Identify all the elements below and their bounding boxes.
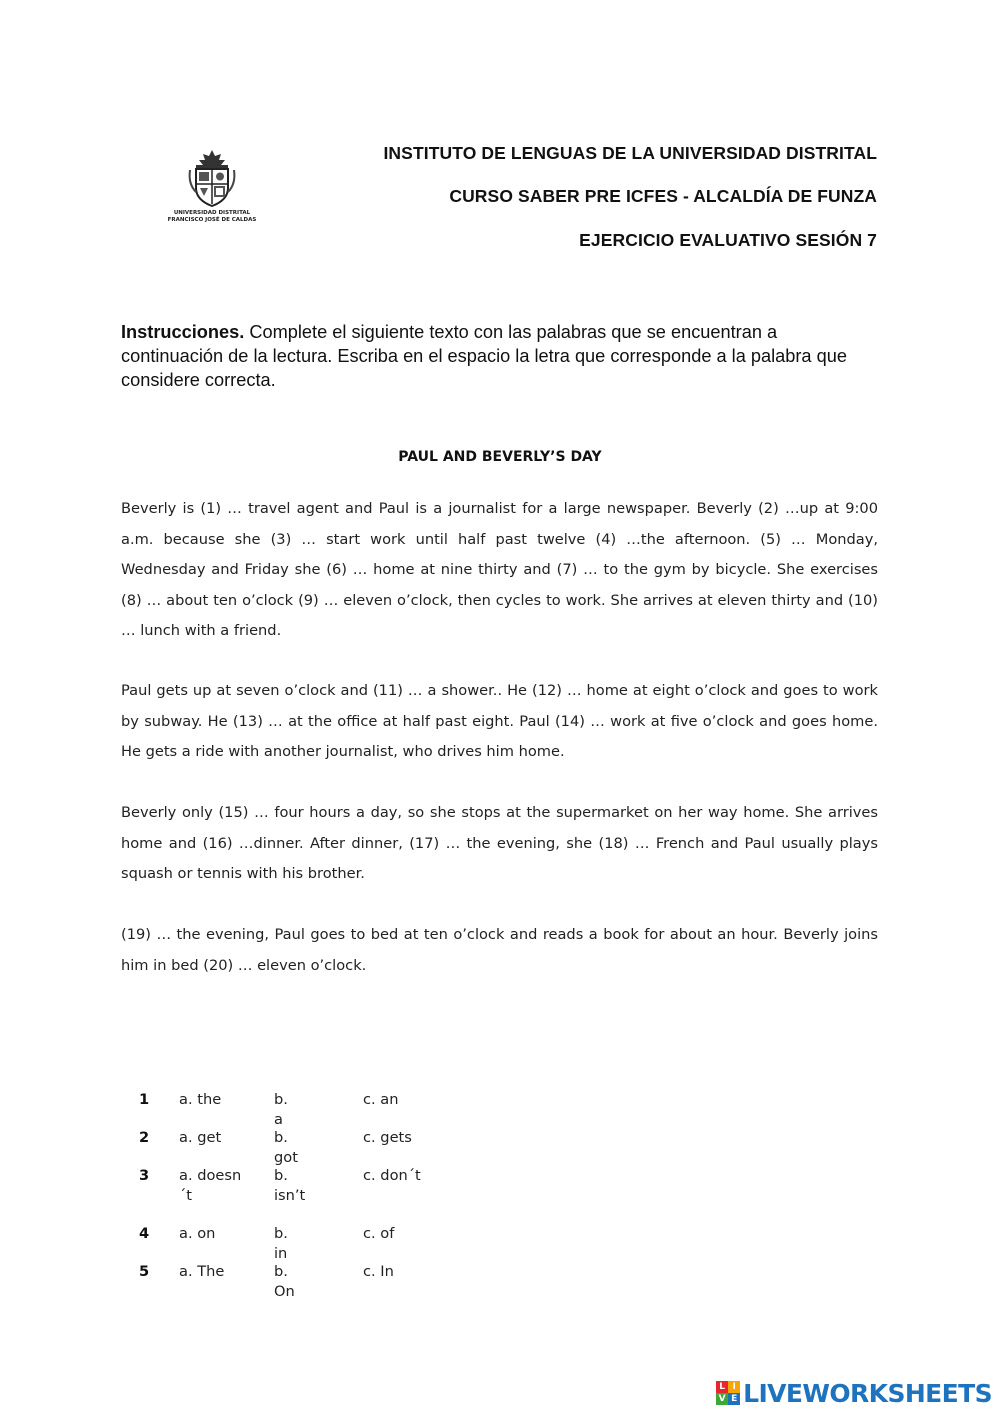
question-number: 3 <box>139 1167 150 1184</box>
option-a[interactable]: a. The <box>179 1263 225 1280</box>
option-a[interactable]: a. doesn´t <box>179 1167 242 1204</box>
reading-paragraph: Beverly is (1) … travel agent and Paul is a journalist for a large newspaper. Beverly (2) …up at 9:00 a.m. because she (3) … start work until half past twelve (4) …the afternoon. (5) … Monday, Wednesday and Friday she (6) … home at nine thirty and (7) … to the gym by bicycle. She exercises (8) … about ten o’clock (9) … eleven o’clock, then cycles to work. She arrives at eleven thirty and (10) … lunch with a friend. <box>121 500 878 639</box>
brand-text: LIVEWORKSHEETS <box>743 1378 992 1408</box>
session-heading: EJERCICIO EVALUATIVO SESIÓN 7 <box>579 230 877 250</box>
question-number: 1 <box>139 1091 150 1108</box>
option-c[interactable]: c. don´t <box>363 1167 421 1184</box>
question-number: 5 <box>139 1263 150 1280</box>
option-b[interactable]: b. isn’t <box>274 1167 306 1204</box>
question-number: 2 <box>139 1129 150 1146</box>
liveworksheets-logo-icon: L I V E <box>716 1381 740 1405</box>
logo-caption-line1: UNIVERSIDAD DISTRITAL <box>173 210 251 216</box>
option-a[interactable]: a. the <box>179 1091 222 1108</box>
option-c[interactable]: c. of <box>363 1225 395 1242</box>
university-crest-icon <box>186 148 238 208</box>
option-c[interactable]: c. gets <box>363 1129 412 1146</box>
reading-paragraph: Beverly only (15) … four hours a day, so she stops at the supermarket on her way home. She arrives home and (16) …dinner. After dinner, (17) … the evening, she (18) … French and Paul usually plays squash or tennis with his brother. <box>121 804 878 882</box>
reading-paragraph: (19) … the evening, Paul goes to bed at ten o’clock and reads a book for about an hour. Beverly joins him in bed (20) … eleven o’clock. <box>121 926 878 974</box>
option-c[interactable]: c. In <box>363 1263 394 1280</box>
question-number: 4 <box>139 1225 150 1242</box>
reading-paragraph: Paul gets up at seven o’clock and (11) … a shower.. He (12) … home at eight o’clock and goes to work by subway. He (13) … at the office at half past eight. Paul (14) … work at five o’clock and goes home. He gets a ride with another journalist, who drives him home. <box>121 682 878 760</box>
liveworksheets-brand[interactable] <box>716 1378 992 1408</box>
institute-heading: INSTITUTO DE LENGUAS DE LA UNIVERSIDAD DISTRITAL <box>383 143 877 163</box>
option-a[interactable]: a. get <box>179 1129 222 1146</box>
logo-caption-line2: FRANCISCO JOSÉ DE CALDAS <box>167 217 257 223</box>
university-logo <box>166 148 258 234</box>
option-a[interactable]: a. on <box>179 1225 216 1242</box>
option-b[interactable]: b. a <box>274 1091 288 1128</box>
instructions-text: Complete el siguiente texto con las palabras que se encuentran a continuación de la lectura. Escriba en el espacio la letra que corresponde a la palabra que considere correcta. <box>121 322 847 390</box>
option-b[interactable]: b. On <box>274 1263 295 1300</box>
reading-title: PAUL AND BEVERLY’S DAY <box>398 449 602 465</box>
option-b[interactable]: b. in <box>274 1225 288 1262</box>
option-c[interactable]: c. an <box>363 1091 399 1108</box>
instructions-label: Instrucciones. <box>121 322 245 342</box>
option-b[interactable]: b. got <box>274 1129 298 1166</box>
course-heading: CURSO SABER PRE ICFES - ALCALDÍA DE FUNZA <box>449 186 877 206</box>
instructions <box>121 320 881 392</box>
